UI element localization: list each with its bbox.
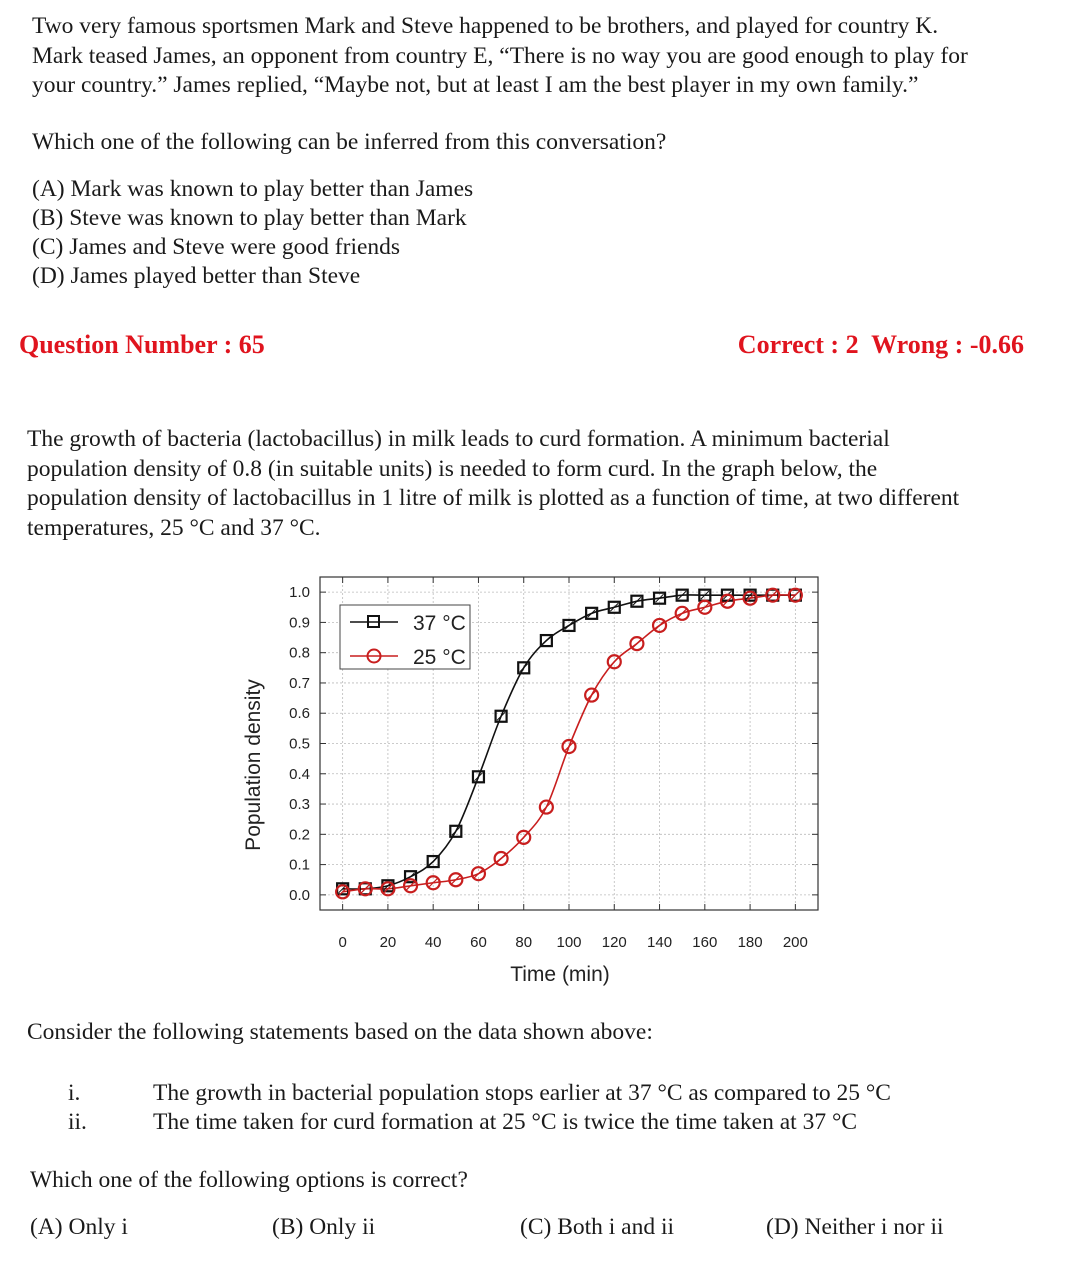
legend (340, 605, 470, 669)
q65-stem-line: The growth of bacteria (lactobacillus) in milk leads to curd formation. A minimum bacterial (27, 426, 890, 452)
data-point-25c-slash (632, 639, 641, 648)
data-point-25c-slash (497, 854, 506, 863)
x-tick-label: 100 (556, 934, 582, 951)
q65-stem-line: population density of lactobacillus in 1 litre of milk is plotted as a function of time, at two different (27, 485, 960, 511)
y-tick-label: 0.3 (289, 796, 310, 814)
data-point-25c-slash (542, 803, 551, 812)
x-tick-label: 140 (647, 934, 673, 951)
q64-stem-line: your country.” James replied, “Maybe not, but at least I am the best player in my own family.” (32, 72, 919, 98)
q65-option-c: (C) Both i and ii (520, 1214, 675, 1240)
x-tick-label: 20 (379, 934, 397, 951)
data-point-37c-slash (542, 637, 550, 645)
q64-option-a: (A) Mark was known to play better than James (32, 176, 474, 202)
x-tick-label: 0 (338, 934, 347, 951)
x-tick-label: 200 (782, 934, 808, 951)
statement-ii-num: ii. (68, 1109, 87, 1135)
y-axis-label: Population density (242, 679, 265, 851)
legend-label-37: 37 °C (413, 612, 466, 635)
y-tick-label: 1.0 (289, 584, 310, 602)
y-tick-label: 0.6 (289, 705, 310, 723)
q64-options (32, 175, 473, 291)
x-tick-label: 160 (692, 934, 718, 951)
statement-i-text: The growth in bacterial population stops earlier at 37 °C as compared to 25 °C (153, 1080, 891, 1106)
q64-option-d: (D) James played better than Steve (32, 263, 361, 289)
y-tick-label: 0.4 (289, 765, 310, 783)
q65-option-a: (A) Only i (30, 1214, 128, 1240)
statement-i-num: i. (68, 1080, 81, 1106)
q64-stem-line: Mark teased James, an opponent from country E, “There is no way you are good enough to play for (32, 42, 968, 69)
q64-option-b: (B) Steve was known to play better than Mark (32, 205, 467, 231)
statement-ii-text: The time taken for curd formation at 25 °C is twice the time taken at 37 °C (153, 1109, 858, 1135)
y-tick-label: 0.5 (289, 735, 310, 753)
data-point-25c-slash (587, 691, 596, 700)
x-tick-label: 40 (424, 934, 442, 951)
q64-question: Which one of the following can be inferred from this conversation? (32, 129, 667, 155)
q64-stem-line: Two very famous sportsmen Mark and Steve happened to be brothers, and played for country K. (32, 13, 939, 39)
q64-option-c: (C) James and Steve were good friends (32, 234, 401, 260)
y-tick-label: 0.1 (289, 856, 310, 874)
y-tick-label: 0.8 (289, 644, 310, 662)
x-tick-label: 80 (515, 934, 533, 951)
x-tick-label: 120 (601, 934, 627, 951)
y-tick-label: 0.9 (289, 614, 310, 632)
q65-stem-line: temperatures, 25 °C and 37 °C. (27, 514, 321, 541)
y-tick-label: 0.0 (289, 886, 310, 904)
y-tick-label: 0.2 (289, 826, 310, 844)
data-point-25c-slash (678, 609, 687, 618)
q65-consider: Consider the following statements based on the data shown above: (27, 1019, 653, 1045)
x-axis-label: Time (min) (510, 963, 610, 986)
q65-stem-line: population density of 0.8 (in suitable units) is needed to form curd. In the graph below, the (27, 455, 878, 482)
q65-question: Which one of the following options is correct? (30, 1167, 468, 1193)
legend-label-25: 25 °C (413, 646, 466, 669)
data-point-37c-slash (452, 827, 460, 835)
x-tick-label: 180 (737, 934, 763, 951)
marks-info: Correct : 2 Wrong : -0.66 (737, 330, 1024, 359)
q65-option-b: (B) Only ii (272, 1214, 376, 1240)
q65-option-d: (D) Neither i nor ii (766, 1214, 944, 1240)
x-tick-label: 60 (470, 934, 487, 951)
q65-stem (27, 425, 959, 543)
growth-chart (240, 565, 840, 995)
question-number: Question Number : 65 (19, 330, 265, 359)
q64-stem (32, 12, 968, 101)
data-point-37c-slash (588, 609, 596, 617)
y-tick-label: 0.7 (289, 674, 310, 692)
